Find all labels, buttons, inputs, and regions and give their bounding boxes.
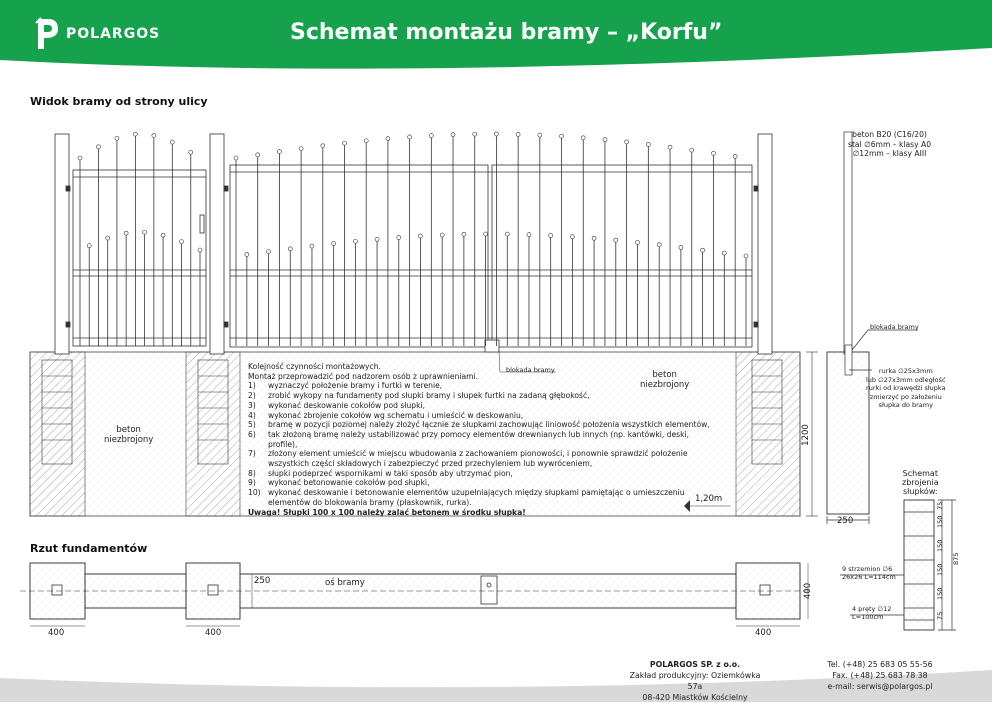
bar-finial <box>115 136 119 140</box>
contact-tel: Tel. (+48) 25 683 05 55-56 <box>827 660 933 669</box>
bar-finial <box>198 248 202 252</box>
bar-finial <box>527 233 531 237</box>
bar-finial <box>124 231 128 235</box>
concrete-left-label: beton niezbrojony <box>104 425 154 445</box>
step-number: 3) <box>248 400 256 410</box>
plan-axis-label: oś bramy <box>325 578 365 588</box>
assembly-instructions <box>248 362 718 517</box>
reinforcement-dim: 150 <box>936 563 944 576</box>
instruction-step <box>248 411 718 421</box>
contact-fax: Fax. (+48) 25 683 78 38 <box>832 671 928 680</box>
side-spec <box>848 130 931 159</box>
bar-finial <box>245 253 249 257</box>
bar-finial <box>592 236 596 240</box>
reinforcement-dim: 150 <box>936 539 944 552</box>
bar-finial <box>484 232 488 236</box>
bar-finial <box>722 251 726 255</box>
bar-finial <box>549 233 553 237</box>
height-dimension: 1200 <box>800 424 811 446</box>
bar-finial <box>375 237 379 241</box>
bar-finial <box>701 248 705 252</box>
bar-finial <box>277 150 281 154</box>
double-gate <box>224 165 758 352</box>
bar-finial <box>690 148 694 152</box>
plan-dim-400-right: 400 <box>755 628 772 638</box>
instruction-step <box>248 401 718 411</box>
bar-finial <box>180 240 184 244</box>
depth-label: 1,20m <box>695 494 723 504</box>
spec-steel-12: ∅12mm – klasy AIII <box>852 149 927 158</box>
company-info <box>625 659 765 703</box>
instructions-warning: Uwaga! Słupki 100 x 100 należy zalać betonem w środku słupka! <box>248 507 526 517</box>
bar-finial <box>733 154 737 158</box>
bar-finial <box>429 134 433 138</box>
bar-finial <box>494 132 498 136</box>
stirrups-label: 9 strzemion ∅6 26x26 L=114cm <box>842 565 896 581</box>
bar-finial <box>668 145 672 149</box>
street-view-title: Widok bramy od strony ulicy <box>30 95 208 108</box>
reinforcement-dim: 150 <box>936 515 944 528</box>
step-text: wykonać deskowanie cokołów pod słupki, <box>268 400 426 410</box>
bar-finial <box>418 234 422 238</box>
plan-dim-400-vertical: 400 <box>803 582 814 600</box>
bar-finial <box>744 254 748 258</box>
bar-finial <box>386 137 390 141</box>
concrete-right-label: beton niezbrojony <box>640 370 690 390</box>
contact-email[interactable]: e-mail: serwis@polargos.pl <box>827 682 933 691</box>
step-text: słupki podeprzeć wspornikami w taki sposób aby utrzymać pion, <box>268 468 513 478</box>
bar-finial <box>462 232 466 236</box>
step-number: 4) <box>248 410 256 420</box>
step-text: wykonać zbrojenie cokołów wg schematu i umieścić w deskowaniu, <box>268 410 524 420</box>
gate-lock-label: blokada bramy <box>506 366 555 374</box>
bar-finial <box>170 140 174 144</box>
page-title: Schemat montażu bramy – „Korfu” <box>290 20 723 45</box>
step-text: zrobić wykopy na fundamenty pod słupki bramy i słupek furtki na zadaną głębokość, <box>268 391 590 401</box>
bar-finial <box>440 233 444 237</box>
instruction-step <box>248 420 718 430</box>
bar-finial <box>538 133 542 137</box>
bar-finial <box>288 247 292 251</box>
bar-finial <box>711 151 715 155</box>
bar-finial <box>451 133 455 137</box>
gate-bars <box>234 132 748 346</box>
bar-finial <box>161 233 165 237</box>
reinforcement-total: 875 <box>952 552 960 565</box>
plan-width-250: 250 <box>254 576 271 586</box>
instruction-step <box>248 478 718 488</box>
bar-finial <box>505 232 509 236</box>
bar-finial <box>106 236 110 240</box>
step-number: 2) <box>248 391 256 401</box>
bar-finial <box>353 239 357 243</box>
step-number: 1) <box>248 381 256 391</box>
bars-label: 4 pręty ∅12 L=100cm <box>852 605 892 621</box>
instructions-steps <box>248 381 718 507</box>
bar-finial <box>625 140 629 144</box>
bar-finial <box>343 141 347 145</box>
bar-finial <box>473 132 477 136</box>
bar-finial <box>397 235 401 239</box>
step-number: 8) <box>248 468 256 478</box>
company-name: POLARGOS SP. z o.o. <box>649 660 741 669</box>
bar-finial <box>256 153 260 157</box>
bar-finial <box>646 142 650 146</box>
reinforcement-dim: 75 <box>936 501 944 510</box>
instructions-intro-1: Kolejność czynności montażowych. <box>248 362 381 371</box>
instruction-step <box>248 430 718 449</box>
bar-finial <box>234 156 238 160</box>
bar-finial <box>679 245 683 249</box>
bar-finial <box>310 244 314 248</box>
instruction-step <box>248 469 718 479</box>
foundation-plan-title: Rzut fundamentów <box>30 542 148 555</box>
plan-dim-400-left: 400 <box>48 628 65 638</box>
step-number: 10) <box>248 488 261 498</box>
step-number: 6) <box>248 429 256 439</box>
bar-finial <box>267 250 271 254</box>
bar-finial <box>408 135 412 139</box>
bar-finial <box>78 156 82 160</box>
side-width-dim: 250 <box>837 516 854 526</box>
bar-finial <box>332 242 336 246</box>
step-text: bramę w pozycji poziomej należy złożyć łącznie ze słupkami zachowując liniowość położenia wszystkich elementów, <box>268 420 710 430</box>
reinforcement-dim: 150 <box>936 587 944 600</box>
logo-text: POLARGOS <box>66 26 161 42</box>
step-number: 9) <box>248 478 256 488</box>
instruction-step <box>248 449 718 468</box>
bar-finial <box>581 136 585 140</box>
reinforcement-title: Schemat zbrojenia słupków: <box>902 469 939 496</box>
wicket-bars <box>78 132 202 346</box>
step-number: 7) <box>248 449 256 459</box>
wicket-gate <box>66 170 206 346</box>
instruction-step <box>248 488 718 507</box>
bar-finial <box>364 139 368 143</box>
step-text: tak złożoną bramę należy ustabilizować przy pomocy elementów drewnianych lub innych (np. kantówki, deski, profile), <box>268 429 690 449</box>
bar-finial <box>635 240 639 244</box>
plan-dim-400-middle: 400 <box>205 628 222 638</box>
side-lock-label: blokada bramy <box>870 323 919 331</box>
bar-finial <box>96 145 100 149</box>
bar-finial <box>657 243 661 247</box>
bar-finial <box>87 244 91 248</box>
contact-info <box>800 659 960 692</box>
bar-finial <box>299 147 303 151</box>
bar-finial <box>143 230 147 234</box>
bar-finial <box>152 134 156 138</box>
foundation-plan <box>20 563 810 626</box>
spec-concrete: beton B20 (C16/20) <box>852 130 927 139</box>
bar-finial <box>614 238 618 242</box>
company-plant: Zakład produkcyjny: Oziemkówka 57a <box>629 671 761 691</box>
reinforcement-dim: 75 <box>936 611 944 620</box>
gate-posts <box>55 134 772 354</box>
step-text: złożony element umieścić w miejscu wbudowania z zachowaniem pionowości, i ponownie sprawdzić położenie wszystkich części składowych i zabezpieczyć przed przechyleniem lub wywróceniem, <box>268 449 688 469</box>
instruction-step <box>248 381 718 391</box>
step-number: 5) <box>248 420 256 430</box>
step-text: wyznaczyć położenie bramy i furtki w terenie, <box>268 381 443 391</box>
step-text: wykonać deskowanie i betonowanie elementów uzupełniających między słupkami pamiętając o umieszczeniu elementów do blokowania bramy (płaskownik, rurka). <box>268 488 685 507</box>
company-address: 08-420 Miastków Kościelny <box>642 693 748 702</box>
instruction-step <box>248 391 718 401</box>
bar-finial <box>603 138 607 142</box>
step-text: wykonać betonowanie cokołów pod słupki, <box>268 478 430 488</box>
instructions-intro-2: Montaż przeprowadzić pod nadzorem osób z uprawnieniami. <box>248 371 479 381</box>
bar-finial <box>189 150 193 154</box>
spec-steel-6: stal ∅6mm – klasy A0 <box>848 139 932 149</box>
bar-finial <box>560 134 564 138</box>
bar-finial <box>516 132 520 136</box>
bar-finial <box>570 235 574 239</box>
bar-finial <box>321 144 325 148</box>
tube-note: rurka ∅25x3mm lub ∅27x3mm odległość rurki od krawędzi słupka zmierzyć po założeniu słupka do bramy <box>866 367 946 409</box>
bar-finial <box>133 132 137 136</box>
